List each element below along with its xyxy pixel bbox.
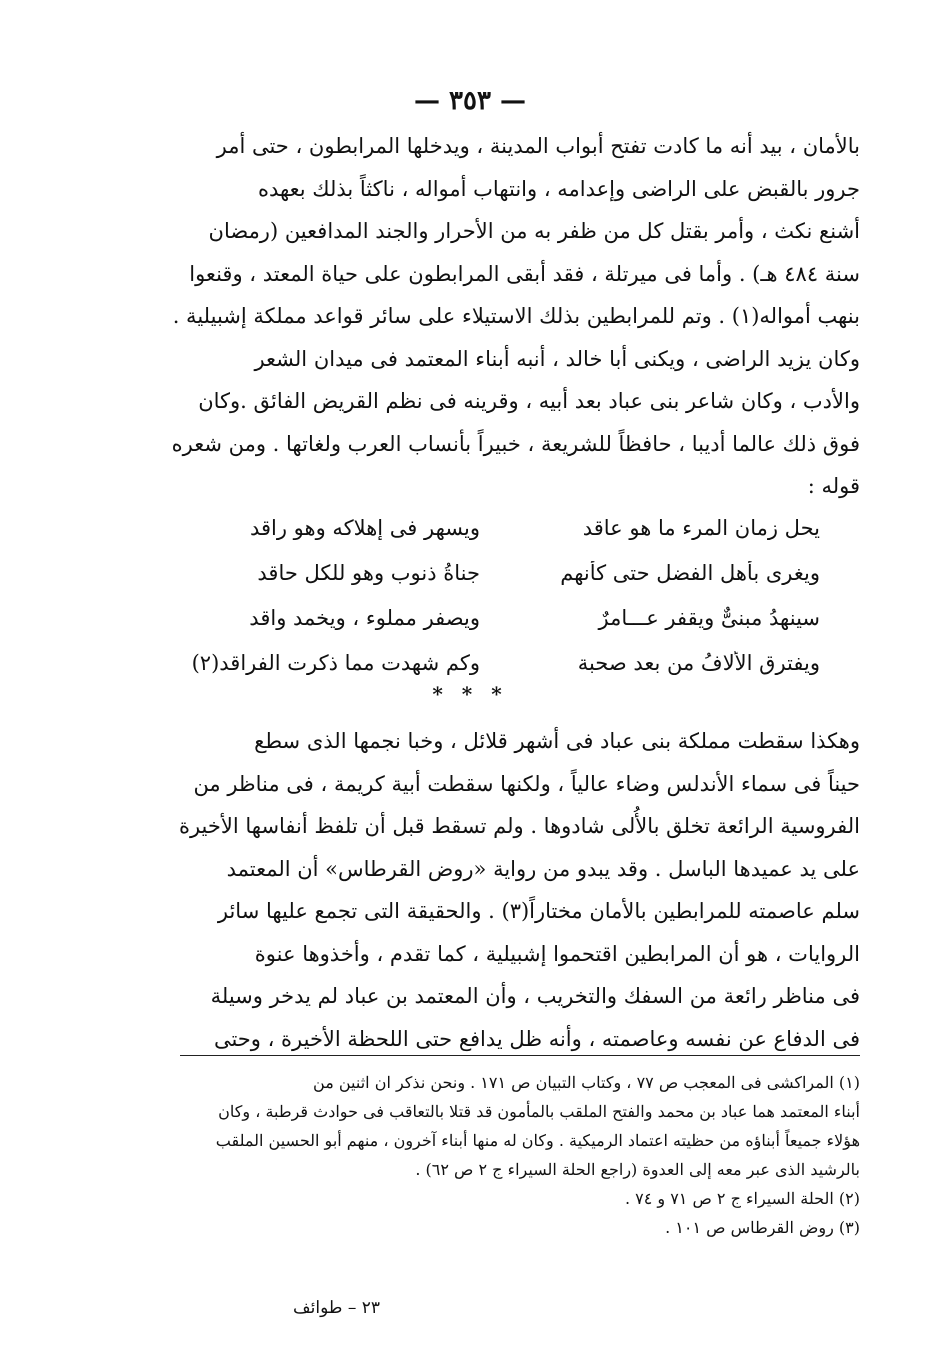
text-line: والأدب ، وكان شاعر بنى عباد بعد أبيه ، وقرينه فى نظم القريض الفائق .وكان [198,389,860,413]
text-line: سنة ٤٨٤ هـ) . وأما فى ميرتلة ، فقد أبقى المرابطون على حياة المعتد ، وقنعوا [189,261,860,286]
text-line: وكان يزيد الراضى ، ويكنى أبا خالد ، أنبه أبناء المعتمد فى ميدان الشعر [254,346,860,371]
text-line: فى مناظر رائعة من السفك والتخريب ، وأن المعتمد بن عباد لم يدخر وسيلة [210,984,860,1008]
signature-mark: ٢٣ – طوائف [293,1298,380,1318]
text-line: سلم عاصمته للمرابطين بالأمان مختاراً(٣) . والحقيقة التى تجمع عليها سائر [217,899,860,923]
text-line: وهكذا سقطت مملكة بنى عباد فى أشهر قلائل ، وخبا نجمها الذى سطع [254,729,860,753]
paragraph-2 [160,720,860,1060]
verse-second-hemistich: وكم شهدت مما ذكرت الفراقد(٢) [191,650,480,675]
page-number: — ٣٥٣ — [413,86,527,116]
text-line: الروايات ، هو أن المرابطين اقتحموا إشبيلية ، كما تقدم ، وأخذوها عنوة [254,941,860,966]
paragraph-1 [160,125,860,508]
poem-verse [180,550,820,595]
text-line: بنهب أمواله(١) . وتم للمرابطين بذلك الاستيلاء على سائر قواعد مملكة إشبيلية . [172,304,860,328]
poem-verse [180,505,820,550]
verse-second-hemistich: ويسهر فى إهلاكه وهو راقد [249,515,480,540]
footnote-line: (٣) روض القرطاس ص ١٠١ . [665,1218,860,1237]
verse-second-hemistich: جناةُ ذنوب وهو للكل حاقد [257,560,480,585]
text-line: أشنع نكث ، وأمر بقتل كل من ظفر به من الأحرار والجند المدافعين (رمضان [208,219,860,243]
text-line: فى الدفاع عن نفسه وعاصمته ، وأنه ظل يدافع حتى اللحظة الأخيرة ، وحتى [213,1026,860,1051]
poem-verse [180,640,820,685]
footnote-line: (١) المراكشى فى المعجب ص ٧٧ ، وكتاب التبيان ص ١٧١ . ونحن نذكر ان اثنين من [313,1073,860,1092]
text-line: قوله : [807,474,860,498]
verse-first-hemistich: ويفترق الألافُ من بعد صحبة [577,650,820,675]
footnote-line: (٢) الحلة السيراء ج ٢ ص ٧١ و ٧٤ . [624,1189,860,1208]
text-line: فوق ذلك عالما أديبا ، حافظاً للشريعة ، خبيراً بأنساب العرب ولغاتها . ومن شعره [171,431,860,456]
text-line: على يد عميدها الباسل . وقد يبدو من رواية «روض القرطاس» أن المعتمد [226,856,860,881]
footnote-line: بالرشيد الذى عبر معه إلى العدوة (راجع الحلة السيراء ج ٢ ص ٦٢) . [415,1160,860,1179]
text-line: الفروسية الرائعة تخلق بالأُلى شادوها . ولم تسقط قبل أن تلفظ أنفاسها الأخيرة [178,814,860,838]
text-line: حيناً فى سماء الأندلس وضاء عالياً ، ولكنها سقطت أبية كريمة ، فى مناظر من [193,771,860,796]
poem-verse [180,595,820,640]
verse-first-hemistich: ويغرى بأهل الفضل حتى كأنهم [560,560,820,585]
footnote-line: أبناء المعتمد هما عباد بن محمد والفتح الملقب بالمأمون قد قتلا بالتعاقب فى حوادث قرطبة ، وكان [218,1102,860,1121]
verse-second-hemistich: ويصفر مملوء ، ويخمد واقد [249,605,480,630]
verse-first-hemistich: سينهدُ مبنىٌّ ويقفر عـــامرٌ [598,605,820,630]
text-line: بالأمان ، بيد أنه ما كادت تفتح أبواب المدينة ، ويدخلها المرابطون ، حتى أمر [216,134,860,158]
footnotes [180,1068,860,1242]
poem [180,505,820,685]
footnote-divider [180,1055,860,1056]
footnote-line: هؤلاء جميعاً أبناؤه من حظيته اعتماد الرميكية . وكان له منها أبناء آخرون ، منهم أبو الحسين الملقب [215,1131,860,1150]
text-line: جرور بالقبض على الراضى وإعدامه ، وانتهاب أمواله ، ناكثاً بذلك بعهده [257,176,860,201]
verse-first-hemistich: يحل زمان المرء ما هو عاقد [582,515,820,540]
section-separator: * * * [432,682,508,706]
